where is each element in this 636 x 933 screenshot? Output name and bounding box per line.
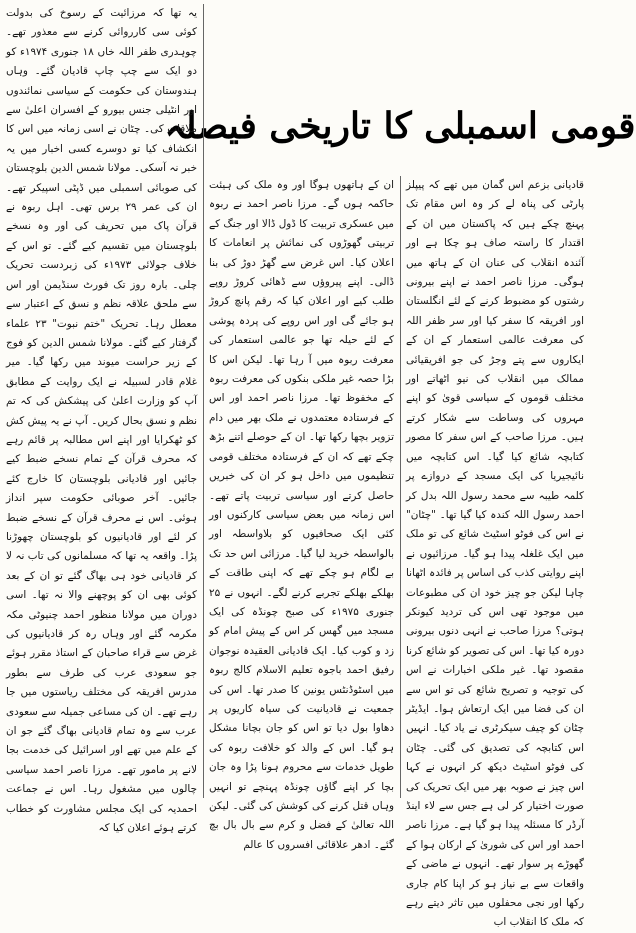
column-middle	[203, 0, 400, 851]
column-right-text: قادیانی بزعم اس گمان میں تھے کہ پیپلز پارٹی کی پناہ لے کر وہ اس مقام تک پہنچ چکے ہیں کہ پاکستان میں ان کے اقتدار کا راستہ صاف ہو چکا ہے اور آئندہ انقلاب کی عنان ان کے ہاتھ میں ہوگی۔ مرزا ناصر احمد نے اپنے بیرونی رشتوں کو مضبوط کرنے کے لئے انگلستان اور افریقہ کا سفر کیا اور سر ظفر اللہ کی معرفت عالمی استعمار کے ان کے ایکاروں سے پتے وجڑ کی جو افریقیائی ممالک میں انقلاب کی نیو اٹھاتے اور مختلف قوموں کے سیاسی قویٰ کو اپنے مہروں کی وساطت سے شکار کرتے ہیں۔ مرزا صاحب کے اس سفر کا مصور کتابچہ شائع کیا گیا۔ اس کتابچہ میں نائیجیریا کی ایک مسجد کے دروازے پر کلمہ طیبہ سے محمد رسول اللہ بدل کر احمد رسول اللہ کندہ کیا گیا تھا۔ "چٹان" نے اس کی فوٹو اسٹیٹ شائع کی تو ملک میں ایک غلغلہ پیدا ہو گیا۔ مرزائیوں نے اپنے روایتی کذب کی اساس پر فائدہ اٹھانا چاہا لیکن جو چیز خود ان کی مطبوعات میں موجود تھی اس کی تردید کیونکر ہوتی؟ مرزا صاحب نے انہی دنوں بیرونی دورہ کیا تھا۔ اس کی تصویر کو شائع کرنا مقصود تھا۔ غیر ملکی اخبارات نے اس کی توجیہ و تصریح شائع کی تو اس سے ان کی فضا میں ایک ارتعاش ہوا۔ ایڈیٹر چٹان کو چیف سیکرٹری نے یاد کیا۔ انہیں اس کتابچہ کی تصدیق کی گئی۔ چٹان کی فوٹو اسٹیٹ دیکھ کر انہوں نے کہا اس چیز نے صوبہ بھر میں ایک تحریک کی صورت اختیار کر لی ہے جس سے لاء اینڈ آرڈر کا مسئلہ پیدا ہو گیا ہے۔ مرزا ناصر احمد اور اس کی شوریٰ کے ارکان ہوا کے گھوڑے پر سوار تھے۔ انہوں نے ماضی کے واقعات سے بے نیاز ہو کر اپنا کام جاری رکھا اور نجی محفلوں میں تاثر دیتے رہے کہ ملک کا انقلاب اب	[406, 179, 584, 929]
column-divider	[203, 4, 204, 798]
column-right	[400, 0, 590, 929]
column-divider	[400, 176, 401, 798]
column-middle-text: ان کے ہاتھوں ہوگا اور وہ ملک کی ہیئت حاکمہ ہوں گے۔ مرزا ناصر احمد نے ربوہ میں عسکری تربیت کا ڈول ڈالا اور جنگ کے تربیتی گھوڑوں کی نمائش پر انعامات کا اعلان کیا۔ اس غرض سے گھڑ دوڑ کی بنا ڈالی۔ اپنے پیروؤں سے ڈھائی کروڑ روپے طلب کیے اور اعلان کیا کہ رقم پانچ کروڑ ہو جائے گی اور اس روپے کی پردہ پوشی کے لئے حیلہ تھا جو عالمی استعمار کی معرفت ربوہ میں آ رہا تھا۔ لیکن اس کا بڑا حصہ غیر ملکی بنکوں کی معرفت ربوہ کے مخفوظ تھا۔ مرزا ناصر احمد اور اس کے فرستادہ معتمدوں نے ملک بھر میں دام تزویر بچھا رکھا تھا۔ ان کے حوصلے اتنے بڑھ چکے تھے کہ ان کے فرستادہ مختلف قومی تنظیموں میں داخل ہو کر ان کی خبریں حاصل کرتے اور سیاسی تربیت پاتے تھے۔ اس زمانہ میں بعض سیاسی کارکنوں اور کئی ایک صحافیوں کو بلاواسطہ اور بالواسطہ خرید لیا گیا۔ مرزائی اس حد تک بے لگام ہو چکے تھے کہ اپنی طاقت کے بھلکے بھلکے تجربے کرنے لگے۔ انہوں نے ۲۵ جنوری ۱۹۷۵ء کی صبح چونڈہ کی ایک مسجد میں گھس کر اس کے پیش امام کو زد و کوب کیا۔ ایک قادیانی العقیدہ نوجوان رفیق احمد باجوہ تعلیم الاسلام کالج ربوہ میں اسٹوڈنٹس یونین کا صدر تھا۔ اس کی جمعیت نے قادیانیت کی سیاہ کاریوں پر دھاوا بول دیا تو اس کو جان بچانا مشکل ہو گیا۔ اس کے والد کو خلافت ربوہ کی طویل خدمات سے محروم ہونا پڑا وہ جان بچا کر اپنے گاؤں چونڈہ پہنچے تو انہیں وہاں قتل کرنے کی کوشش کی گئی۔ لیکن اللہ تعالیٰ کے فضل و کرم سے بال بال بچ گئے۔ ادھر علاقائی افسروں کا عالم	[209, 179, 394, 851]
column-left-text: یہ تھا کہ مرزائیت کے رسوخ کی بدولت کوئی سی کارروائی کرنے سے معذور تھے۔ چوہدری ظفر اللہ خاں ۱۸ جنوری ۱۹۷۴ء کو دو ایک سے چپ چاپ قادیان گئے۔ وہاں ہندوستان کی حکومت کے سیاسی نمائندوں اور انٹیلی جنس بیورو کے افسران اعلیٰ سے ملاقات کی۔ چٹان نے اسی زمانہ میں اس کا انکشاف کیا تو دوسرے کسی اخبار میں یہ خبر نہ آسکی۔ مولانا شمس الدین بلوچستان کی صوبائی اسمبلی میں ڈپٹی اسپیکر تھے۔ ان کی عمر ۲۹ برس تھی۔ اہل ربوہ نے قرآن پاک میں تحریف کی اور وہ نسخے بلوچستان میں تقسیم کیے گئے۔ تو اس کے خلاف جولائی ۱۹۷۳ء کی زبردست تحریک چلی۔ بارہ روز تک فورٹ سنڈیمن اور اس سے ملحق علاقہ نظم و نسق کے اعتبار سے معطل رہا۔ تحریک "ختم نبوت" ۲۳ علماء گرفتار کیے گئے۔ مولانا شمس الدین کو فوج کے زیر حراست میوند میں رکھا گیا۔ میر غلام قادر لسبیلہ نے ایک روایت کے مطابق آپ کو وزارت اعلیٰ کی پیشکش کی کہ تم نظم و نسق بحال کریں۔ آپ نے یہ پیش کش کو ٹھکرایا اور اپنے اس مطالبہ پر قائم رہے کہ محرف قرآن کے تمام نسخے ضبط کیے جائیں اور قادیانی بلوچستان کا خارج کئے جائیں۔ آخر صوبائی حکومت سپر انداز ہوئی۔ اس نے محرف قرآن کے نسخے ضبط کر لئے اور قادیانیوں کو بلوچستان چھوڑنا پڑا۔ واقعہ یہ تھا کہ مسلمانوں کی تاب نہ لا کر قادیانی خود ہی بھاگ گئے تو ان کے بعد کوئی بھی ان کو پوچھنے والا نہ تھا۔ اسی دوران میں مولانا منظور احمد چنیوٹی مکہ مکرمہ گئے اور وہاں رہ کر قادیانیوں کی غرض سے قراء صاحبان کے استاذ مقرر ہوئے جو سعودی عرب کی طرف سے بطور مدرس افریقہ کی مختلف ریاستوں میں جا رہے تھے۔ ان کی مساعی جمیلہ سے سعودی عرب سے وہ تمام قادیانی بھاگ گئے جو ان کے علم میں تھے اور اسرائیل کی خدمت بجا لانے پر مامور تھے۔ مرزا ناصر احمد سیاسی چالوں میں مشغول رہا۔ اس نے جماعت احمدیہ کی ایک مجلس مشاورت کو خطاب کرتے ہوئے اعلان کیا کہ	[6, 7, 197, 835]
headline: قومی اسمبلی کا تاریخی فیصلہ	[164, 105, 636, 147]
column-left	[0, 0, 203, 835]
